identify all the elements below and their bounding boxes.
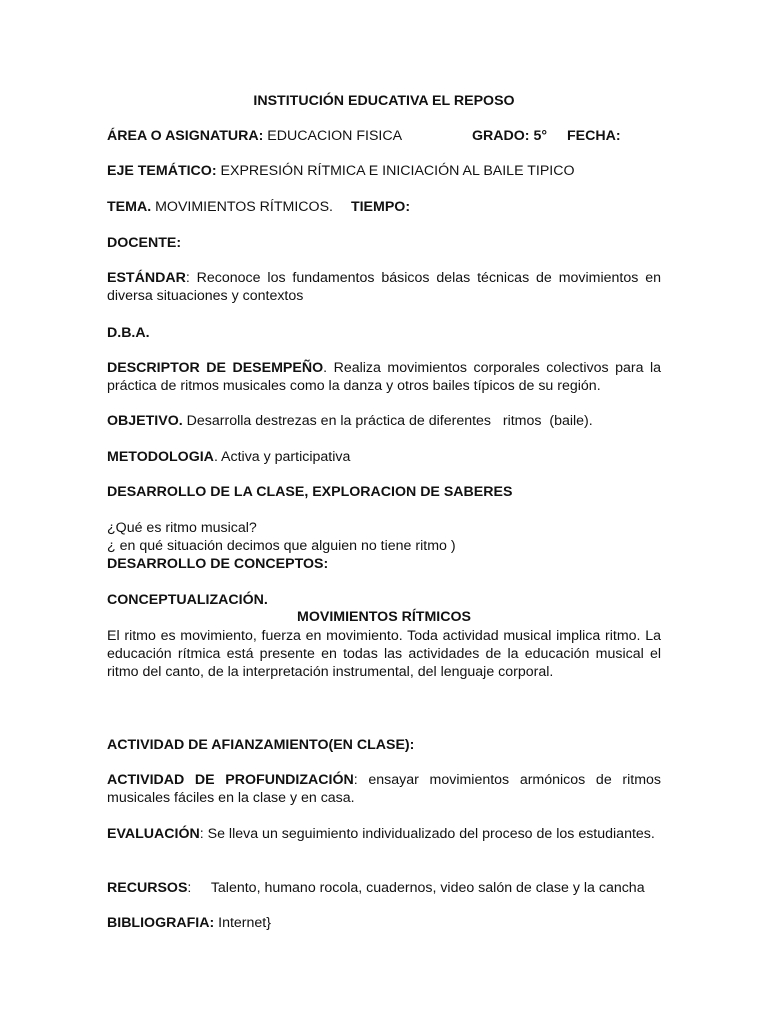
descriptor-paragraph [107,359,661,395]
institution-title: INSTITUCIÓN EDUCATIVA EL REPOSO [253,93,515,109]
objetivo-text: Desarrolla destrezas en la práctica de diferentes ritmos (baile). [182,413,593,429]
tema-line [107,198,661,216]
profundizacion-label: ACTIVIDAD DE PROFUNDIZACIÓN [107,772,354,788]
recursos-text: : Talento, humano rocola, cuadernos, video salón de clase y la cancha [187,880,645,896]
area-label: ÁREA O ASIGNATURA: [107,128,264,144]
descriptor-label: DESCRIPTOR DE DESEMPEÑO [107,360,324,376]
eje-line [107,162,661,180]
recursos-label: RECURSOS [107,880,188,896]
objetivo-line [107,412,661,430]
estandar-paragraph [107,269,661,305]
metodologia-line [107,448,661,466]
afianzamiento-heading: ACTIVIDAD DE AFIANZAMIENTO(EN CLASE): [107,737,415,753]
profundizacion-paragraph [107,771,661,807]
area-line [107,127,661,145]
estandar-text: : Reconoce los fundamentos básicos delas técnicas de movimientos en diversa situaciones y contextos [107,270,661,304]
bibliografia-label: BIBLIOGRAFIA: [107,915,215,931]
dba-label: D.B.A. [107,325,150,341]
grado-label: GRADO: 5° [472,128,548,144]
tema-label: TEMA. [107,199,152,215]
desarrollo-conceptos-heading: DESARROLLO DE CONCEPTOS: [107,556,329,572]
conceptualizacion-paragraph: El ritmo es movimiento, fuerza en movimiento. Toda actividad musical implica ritmo. La educación rítmica está presente en todas las actividades de la educación musical el ritmo del canto, de la interpretación instrumental, del lenguaje corporal. [107,628,661,680]
evaluacion-text: : Se lleva un seguimiento individualizado del proceso de los estudiantes. [199,826,655,842]
area-value: EDUCACION FISICA [267,128,403,144]
eje-label: EJE TEMÁTICO: [107,163,217,179]
bibliografia-text: Internet} [214,915,271,931]
profundizacion-text: : ensayar movimientos armónicos de ritmos musicales fáciles en la clase y en casa. [107,772,661,806]
metodologia-label: METODOLOGIA [107,449,214,465]
fecha-label: FECHA: [567,128,621,144]
movimientos-subtitle: MOVIMIENTOS RÍTMICOS [297,609,471,625]
recursos-paragraph [107,879,661,897]
descriptor-text: . Realiza movimientos corporales colectivos para la práctica de ritmos musicales como la danza y otros bailes típicos de su región. [107,360,662,394]
metodologia-text: . Activa y participativa [213,449,351,465]
eje-value: EXPRESIÓN RÍTMICA E INICIACIÓN AL BAILE TIPICO [220,163,575,179]
question-2: ¿ en qué situación decimos que alguien no tiene ritmo ) [107,538,456,554]
estandar-label: ESTÁNDAR [107,270,186,286]
evaluacion-paragraph [107,825,661,843]
tiempo-label: TIEMPO: [350,199,411,215]
docente-label: DOCENTE: [107,235,182,251]
conceptualizacion-heading: CONCEPTUALIZACIÓN. [107,592,268,608]
objetivo-label: OBJETIVO. [107,413,183,429]
bibliografia-line [107,914,661,932]
question-1: ¿Qué es ritmo musical? [107,520,257,536]
tema-value: MOVIMIENTOS RÍTMICOS. [155,199,333,215]
evaluacion-label: EVALUACIÓN [107,826,200,842]
desarrollo-clase-heading: DESARROLLO DE LA CLASE, EXPLORACION DE SABERES [107,484,513,500]
